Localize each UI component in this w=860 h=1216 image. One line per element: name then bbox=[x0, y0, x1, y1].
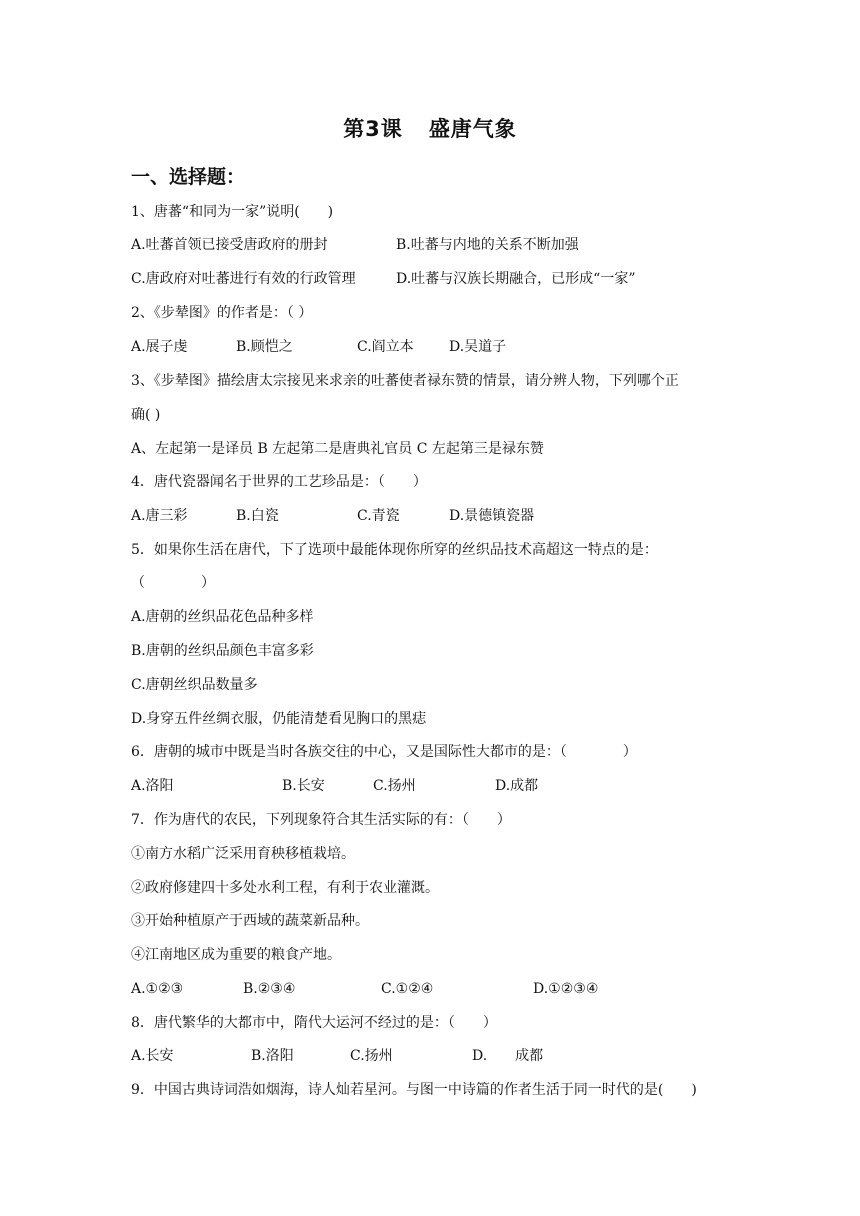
question-5-stem: 5．如果你生活在唐代，下了选项中最能体现你所穿的丝织品技术高超这一特点的是： bbox=[131, 542, 658, 558]
question-7-option-d: D.①②③④ bbox=[533, 981, 599, 997]
question-6-option-c: C.扬州 bbox=[373, 778, 416, 794]
question-5-answer-blank: （ ） bbox=[131, 575, 215, 591]
question-7-option-c: C.①②④ bbox=[381, 981, 434, 997]
lesson-name: 盛唐气象 bbox=[428, 117, 517, 141]
question-4-option-b: B.白瓷 bbox=[236, 508, 279, 524]
question-8-stem: 8．唐代繁华的大都市中，隋代大运河不经过的是：（ ） bbox=[131, 1015, 497, 1031]
question-5-option-b: B.唐朝的丝织品颜色丰富多彩 bbox=[131, 643, 314, 659]
question-1-option-b: B.吐蕃与内地的关系不断加强 bbox=[396, 237, 579, 253]
section-heading: 一、选择题： bbox=[131, 166, 246, 188]
question-6-option-d: D.成都 bbox=[495, 778, 539, 794]
question-7-statement-2: ②政府修建四十多处水利工程，有利于农业灌溉。 bbox=[131, 880, 439, 896]
question-7-statement-3: ③开始种植原产于西域的蔬菜新品种。 bbox=[131, 913, 369, 929]
question-5-option-a: A.唐朝的丝织品花色品种多样 bbox=[131, 609, 314, 625]
question-1-stem: 1、唐蕃“和同为一家”说明( ) bbox=[131, 204, 334, 220]
question-3-stem-continued: 确( ) bbox=[131, 407, 161, 423]
page-title bbox=[0, 113, 860, 143]
question-8-option-d: D. 成都 bbox=[472, 1048, 544, 1064]
question-1-option-a: A.吐蕃首领已接受唐政府的册封 bbox=[131, 237, 328, 253]
question-3-options: A、左起第一是译员 B 左起第二是唐典礼官员 C 左起第三是禄东赞 bbox=[131, 441, 544, 457]
question-6-option-a: A.洛阳 bbox=[131, 778, 174, 794]
question-8-option-c: C.扬州 bbox=[350, 1048, 393, 1064]
lesson-number: 第3课 bbox=[343, 117, 403, 141]
question-7-option-a: A.①②③ bbox=[131, 981, 184, 997]
question-6-stem: 6．唐朝的城市中既是当时各族交往的中心，又是国际性大都市的是：（ ） bbox=[131, 744, 637, 760]
question-4-option-d: D.景德镇瓷器 bbox=[449, 508, 535, 524]
question-8-option-b: B.洛阳 bbox=[251, 1048, 294, 1064]
question-1-option-d: D.吐蕃与汉族长期融合，已形成“一家” bbox=[396, 271, 636, 287]
question-7-statement-1: ①南方水稻广泛采用育秧移植栽培。 bbox=[131, 846, 355, 862]
question-5-option-c: C.唐朝丝织品数量多 bbox=[131, 677, 258, 693]
question-7-statement-4: ④江南地区成为重要的粮食产地。 bbox=[131, 947, 341, 963]
question-4-option-c: C.青瓷 bbox=[357, 508, 400, 524]
question-2-stem: 2、《步辇图》的作者是：（ ） bbox=[131, 305, 313, 321]
question-7-stem: 7．作为唐代的农民，下列现象符合其生活实际的有：（ ） bbox=[131, 812, 511, 828]
question-2-option-c: C.阎立本 bbox=[357, 339, 414, 355]
question-2-option-d: D.吴道子 bbox=[449, 339, 507, 355]
question-2-option-b: B.顾恺之 bbox=[236, 339, 293, 355]
question-8-option-a: A.长安 bbox=[131, 1048, 174, 1064]
question-6-option-b: B.长安 bbox=[282, 778, 325, 794]
question-2-option-a: A.展子虔 bbox=[131, 339, 188, 355]
question-4-stem: 4．唐代瓷器闻名于世界的工艺珍品是：（ ） bbox=[131, 474, 427, 490]
question-5-option-d: D.身穿五件丝绸衣服，仍能清楚看见胸口的黑痣 bbox=[131, 711, 427, 727]
question-3-stem: 3、《步辇图》描绘唐太宗接见来求亲的吐蕃使者禄东赞的情景，请分辨人物，下列哪个正 bbox=[131, 373, 679, 389]
question-1-option-c: C.唐政府对吐蕃进行有效的行政管理 bbox=[131, 271, 356, 287]
question-9-stem: 9．中国古典诗词浩如烟海，诗人灿若星河。与图一中诗篇的作者生活于同一时代的是( ) bbox=[131, 1082, 697, 1098]
question-7-option-b: B.②③④ bbox=[243, 981, 296, 997]
question-4-option-a: A.唐三彩 bbox=[131, 508, 188, 524]
